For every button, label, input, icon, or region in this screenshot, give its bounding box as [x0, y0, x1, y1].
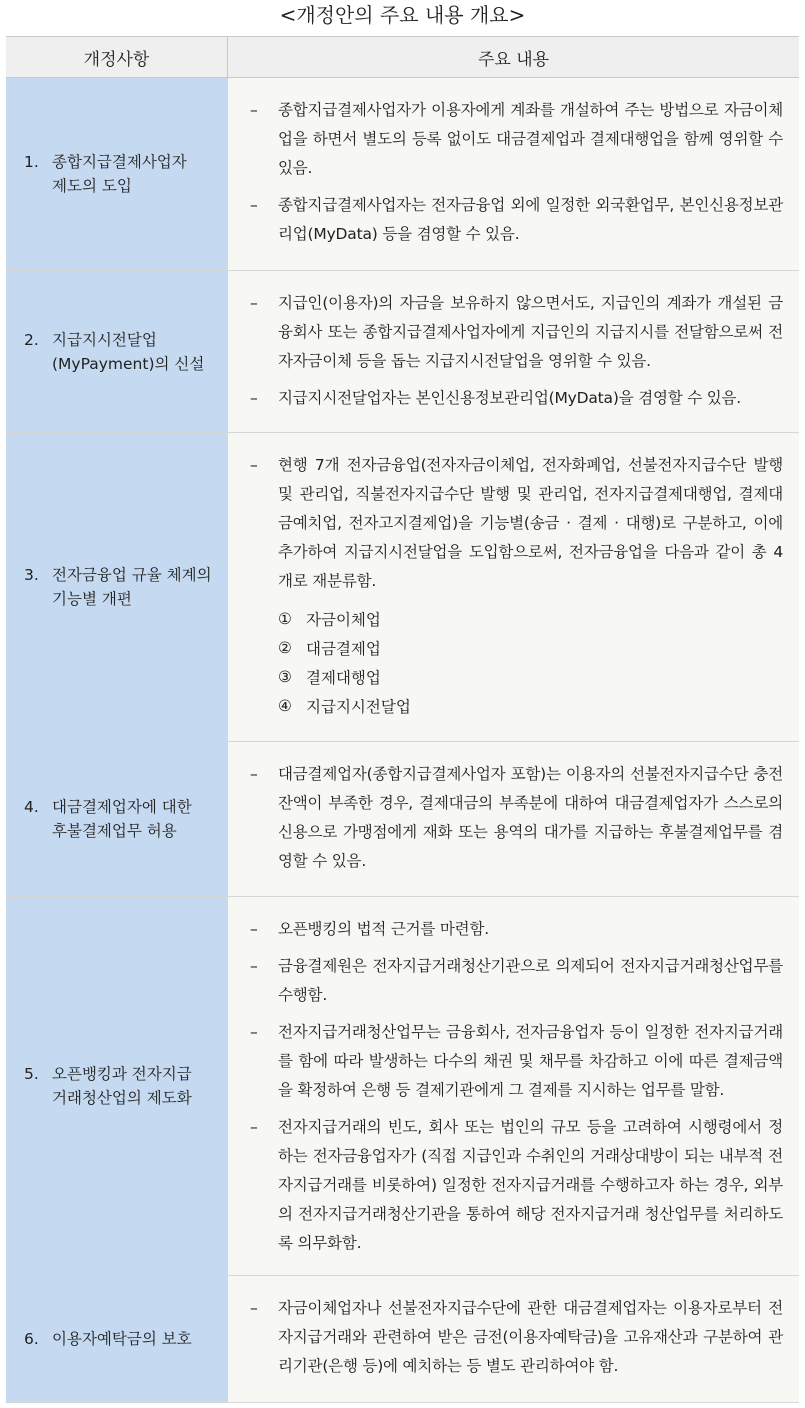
dash-bullet: –	[250, 920, 258, 938]
table-row	[6, 78, 799, 271]
bullet-text: 대금결제업자(종합지급결제사업자 포함)는 이용자의 선불전자지급수단 충전 잔액이 부족한 경우, 결제대금의 부족분에 대하여 대금결제업자가 스스로의 신용으로 가맹점에게 재화 또는 용역의 대가를 지급하는 후불결제업무를 겸영할 수 있음.	[278, 765, 783, 870]
bullet-text: 종합지급결제사업자가 이용자에게 계좌를 개설하여 주는 방법으로 자금이체업을 하면서 별도의 등록 없이도 대금결제업과 결제대행업을 함께 영위할 수 있음.	[278, 101, 783, 177]
bullet-text: 오픈뱅킹의 법적 근거를 마련함.	[278, 920, 489, 938]
sub-item-text: 자금이체업	[306, 610, 381, 629]
sub-item	[278, 691, 783, 720]
dash-bullet: –	[250, 101, 258, 119]
circled-number: ①	[278, 609, 292, 628]
list-item	[250, 96, 783, 183]
table-row	[6, 1276, 799, 1403]
bullet-text: 지급인(이용자)의 자금을 보유하지 않으면서도, 지급인의 계좌가 개설된 금융회사 또는 종합지급결제사업자에게 지급인의 지급지시를 전달함으로써 전자자금이체 등을 돕는 지급지시전달업을 영위할 수 있음.	[278, 294, 783, 370]
sub-item	[278, 604, 783, 633]
dash-bullet: –	[250, 389, 258, 407]
bullet-text: 전자지급거래청산업무는 금융회사, 전자금융업자 등이 일정한 전자지급거래를 함에 따라 발생하는 다수의 채권 및 채무를 차감하고 이에 따른 결제금액을 확정하여 은행 등 결제기관에게 그 결제를 지시하는 업무를 말함.	[278, 1023, 783, 1099]
row-content-cell	[228, 1276, 799, 1402]
row-title: 종합지급결제사업자 제도의 도입	[52, 153, 187, 195]
sub-item-text: 결제대행업	[306, 668, 381, 687]
table-row	[6, 433, 799, 742]
dash-bullet: –	[250, 957, 258, 975]
table-header	[6, 36, 799, 78]
summary-table	[6, 36, 799, 1403]
bullet-text: 전자지급거래의 빈도, 회사 또는 법인의 규모 등을 고려하여 시행령에서 정하는 전자금융업자가 (직접 지급인과 수취인의 거래상대방이 되는 내부적 전자지급거래를 비롯하여) 일정한 전자지급거래를 수행하고자 하는 경우, 외부의 전자지급거래청산기관을 통하여 해당 전자지급거래 청산업무를 처리하도록 의무화함.	[278, 1118, 783, 1252]
row-number: 2.	[24, 330, 39, 349]
dash-bullet: –	[250, 1299, 258, 1317]
row-number: 6.	[24, 1330, 39, 1348]
sub-item	[278, 633, 783, 662]
sub-item-text: 지급지시전달업	[306, 697, 411, 716]
row-label-cell	[6, 433, 228, 741]
row-label-cell	[6, 1276, 228, 1402]
list-item	[250, 952, 783, 1010]
row-number: 1.	[24, 153, 39, 171]
row-label-cell	[6, 742, 228, 896]
list-item	[250, 1294, 783, 1381]
row-content-cell	[228, 742, 799, 896]
bullet-text: 금융결제원은 전자지급거래청산기관으로 의제되어 전자지급거래청산업무를 수행함.	[278, 957, 783, 1004]
sub-item	[278, 662, 783, 691]
list-item	[250, 915, 783, 944]
dash-bullet: –	[250, 456, 258, 474]
bullet-text: 종합지급결제사업자는 전자금융업 외에 일정한 외국환업무, 본인신용정보관리업(MyData) 등을 겸영할 수 있음.	[278, 196, 783, 243]
dash-bullet: –	[250, 294, 258, 312]
row-number: 4.	[24, 798, 39, 816]
circled-number: ④	[278, 696, 292, 715]
list-item	[250, 384, 783, 413]
dash-bullet: –	[250, 1118, 258, 1136]
bullet-text: 현행 7개 전자금융업(전자자금이체업, 전자화폐업, 선불전자지급수단 발행 및 관리업, 직불전자지급수단 발행 및 관리업, 전자지급결제대행업, 결제대금예치업, 전자고지결제업)을 기능별(송금 · 결제 · 대행)로 구분하고, 이에 추가하여 지급지시전달업을 도입함으로써, 전자금융업을 다음과 같이 총 4개로 재분류함.	[278, 456, 783, 590]
circled-number: ②	[278, 638, 292, 657]
table-row	[6, 742, 799, 897]
dash-bullet: –	[250, 765, 258, 783]
dash-bullet: –	[250, 1023, 258, 1041]
list-item	[250, 1113, 783, 1258]
dash-bullet: –	[250, 196, 258, 214]
header-col-change: 개정사항	[6, 37, 228, 77]
table-row	[6, 271, 799, 433]
row-title: 전자금융업 규율 체계의 기능별 개편	[52, 566, 212, 608]
circled-number: ③	[278, 667, 292, 686]
row-label-cell	[6, 897, 228, 1275]
row-content-cell	[228, 78, 799, 270]
table-row	[6, 897, 799, 1276]
row-title: 대금결제업자에 대한 후불결제업무 허용	[52, 798, 192, 840]
sub-item-text: 대금결제업	[306, 639, 381, 658]
row-title: 오픈뱅킹과 전자지급 거래청산업의 제도화	[52, 1065, 192, 1107]
row-label-cell	[6, 78, 228, 270]
bullet-text: 자금이체업자나 선불전자지급수단에 관한 대금결제업자는 이용자로부터 전자지급거래와 관련하여 받은 금전(이용자예탁금)을 고유재산과 구분하여 관리기관(은행 등)에 예치하는 등 별도 관리하여야 함.	[278, 1299, 783, 1375]
header-col-content: 주요 내용	[477, 49, 550, 70]
row-label-cell	[6, 271, 228, 432]
list-item	[250, 191, 783, 249]
row-content-cell	[228, 897, 799, 1275]
page-title: <개정안의 주요 내용 개요>	[279, 3, 526, 27]
row-content-cell	[228, 433, 799, 741]
list-item	[250, 451, 783, 596]
list-item	[250, 1018, 783, 1105]
row-number: 5.	[24, 1065, 39, 1083]
list-item	[250, 760, 783, 876]
row-content-cell	[228, 271, 799, 432]
row-number: 3.	[24, 566, 39, 584]
row-title: 이용자예탁금의 보호	[52, 1330, 192, 1348]
row-title: 지급지시전달업 (MyPayment)의 신설	[52, 330, 205, 373]
list-item	[250, 289, 783, 376]
bullet-text: 지급지시전달업자는 본인신용정보관리업(MyData)을 겸영할 수 있음.	[278, 389, 742, 407]
